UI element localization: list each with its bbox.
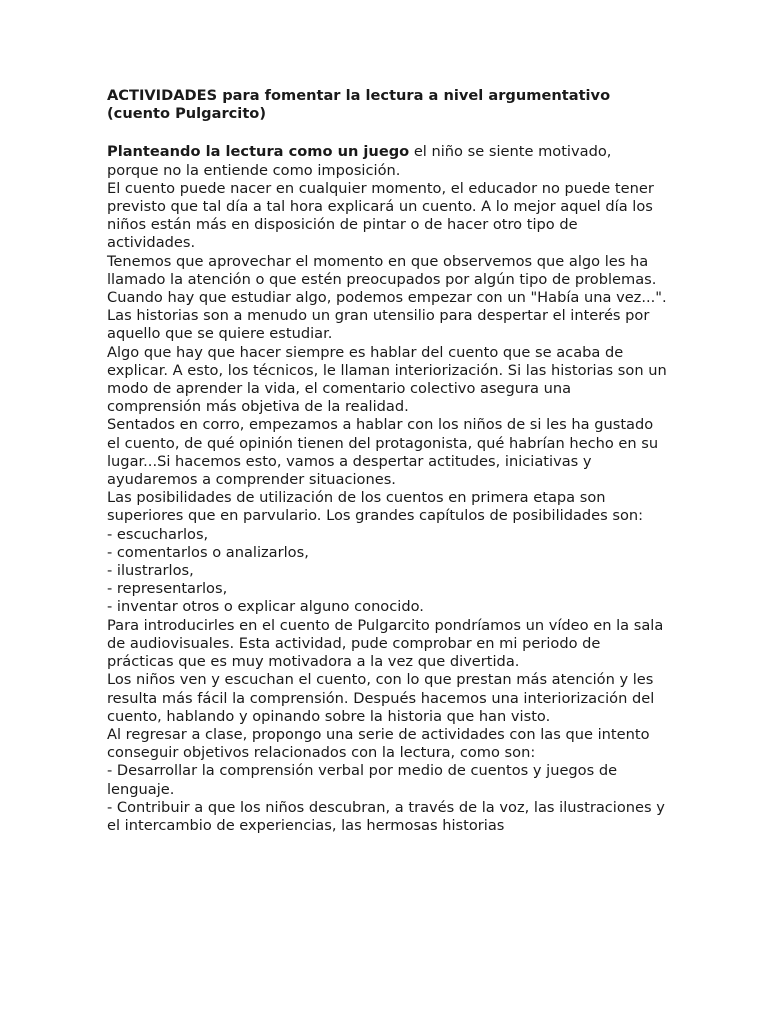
paragraph: El cuento puede nacer en cualquier momento, el educador no puede tener previsto que tal día a tal hora explicará un cuento. A lo mejor aquel día los niños están más en disposición de pintar o de hacer otro tipo de actividades. [107,179,654,252]
list-item: - Desarrollar la comprensión verbal por medio de cuentos y juegos de lenguaje. [107,762,618,798]
paragraph: Las posibilidades de utilización de los cuentos en primera etapa son superiores que en parvulario. Los grandes capítulos de posibilidades son: [107,489,644,525]
list-item: - inventar otros o explicar alguno conocido. [107,598,424,616]
list-item: - Contribuir a que los niños descubran, a través de la voz, las ilustraciones y el intercambio de experiencias, las hermosas historias [107,798,665,834]
intro-rest-text: el niño se siente motivado, porque no la entiende como imposición. [107,143,612,179]
intro-bold-phrase: Planteando la lectura como un juego [107,143,410,161]
blank-line [107,123,667,141]
document-title: ACTIVIDADES para fomentar la lectura a nivel argumentativo (cuento Pulgarcito) [107,87,611,123]
paragraph: Tenemos que aprovechar el momento en que observemos que algo les ha llamado la atención o que estén preocupados por algún tipo de problemas. [107,252,657,288]
list-item: - escucharlos, [107,525,209,543]
list-item: - comentarlos o analizarlos, [107,543,309,561]
paragraph: Sentados en corro, empezamos a hablar con los niños de si les ha gustado el cuento, de qué opinión tienen del protagonista, qué habrían hecho en su lugar...Si hacemos esto, vamos a despertar actitudes, iniciativas y ayudaremos a comprender situaciones. [107,416,659,489]
document-page [107,87,667,835]
list-item: - representarlos, [107,580,228,598]
paragraph: Al regresar a clase, propongo una serie de actividades con las que intento conseguir objetivos relacionados con la lectura, como son: [107,725,650,762]
paragraph: Los niños ven y escuchan el cuento, con lo que prestan más atención y les resulta más fácil la comprensión. Después hacemos una interiorización del cuento, hablando y opinando sobre la historia que han visto. [107,671,655,725]
paragraph: Cuando hay que estudiar algo, podemos empezar con un "Había una vez...". Las historias son a menudo un gran utensilio para despertar el interés por aquello que se quiere estudiar. [107,289,667,343]
intro-paragraph [107,143,667,179]
paragraph: Para introducirles en el cuento de Pulgarcito pondríamos un vídeo en la sala de audiovisuales. Esta actividad, pude comprobar en mi periodo de prácticas que es muy motivadora a la vez que divertida. [107,616,664,671]
list-item: - ilustrarlos, [107,562,194,580]
paragraph: Algo que hay que hacer siempre es hablar del cuento que se acaba de explicar. A esto, los técnicos, le llaman interiorización. Si las historias son un modo de aprender la vida, el comentario colectivo asegura una comprensión más objetiva de la realidad. [107,343,667,416]
